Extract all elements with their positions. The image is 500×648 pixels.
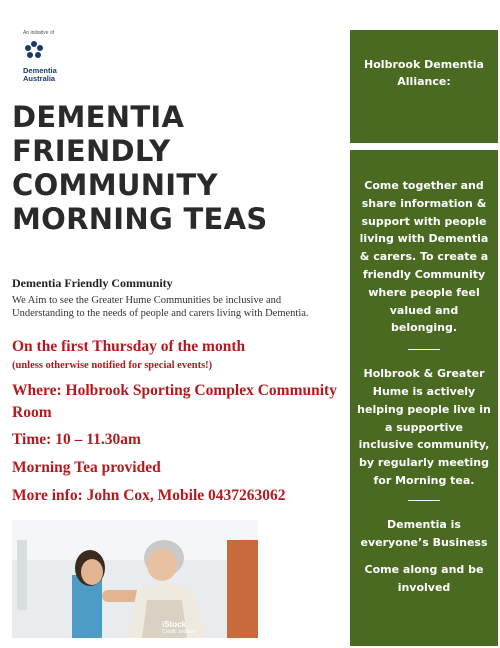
photo-watermark: iStock: [162, 620, 187, 629]
sidebar-info-panel: [350, 150, 498, 646]
headline-line: DEMENTIA: [12, 100, 185, 134]
sidebar-block-invite: Come along and be involved: [364, 563, 484, 595]
divider: [408, 349, 440, 350]
sidebar-title: Holbrook Dementia Alliance:: [364, 58, 484, 88]
dementia-australia-logo: [23, 30, 103, 83]
contact-info: More info: John Cox, Mobile 0437263062: [12, 487, 286, 504]
sidebar-title-panel: [350, 30, 498, 143]
event-location: Where: Holbrook Sporting Complex Community Room: [12, 382, 337, 421]
initiative-label: An initiative of: [23, 30, 55, 36]
sidebar-block-community: Holbrook & Greater Hume is actively helping people live in a supportive inclusive community, by regularly meeting for Morning tea.: [357, 367, 491, 487]
logo-brand-line2: Australia: [23, 74, 56, 83]
sidebar-block-purpose: Come together and share information & support with people living with Dementia & carers. To create a friendly Community where people feel valued and belonging.: [359, 179, 489, 335]
aim-paragraph: We Aim to see the Greater Hume Communities be inclusive and Understanding to the needs of people and carers living with Dementia.: [12, 295, 309, 319]
photo-credit: Credit: andresr: [162, 629, 196, 635]
sidebar-block-business: Dementia is everyone’s Business: [360, 517, 488, 549]
carer-photo: [12, 520, 258, 638]
event-schedule: On the first Thursday of the month: [12, 338, 246, 355]
schedule-note: (unless otherwise notified for special events!): [12, 360, 213, 371]
logo-brand-line1: Dementia: [23, 66, 57, 75]
morning-tea-note: Morning Tea provided: [12, 459, 161, 476]
headline-line: FRIENDLY: [12, 134, 171, 168]
page-title: [12, 100, 332, 236]
headline-line: COMMUNITY: [12, 168, 218, 202]
divider: [408, 500, 440, 501]
headline-line: MORNING TEAS: [12, 202, 268, 236]
event-time: Time: 10 – 11.30am: [12, 431, 141, 448]
photo-illustration: [12, 520, 258, 638]
subheading: Dementia Friendly Community: [12, 276, 173, 290]
flower-icon: [23, 40, 45, 62]
